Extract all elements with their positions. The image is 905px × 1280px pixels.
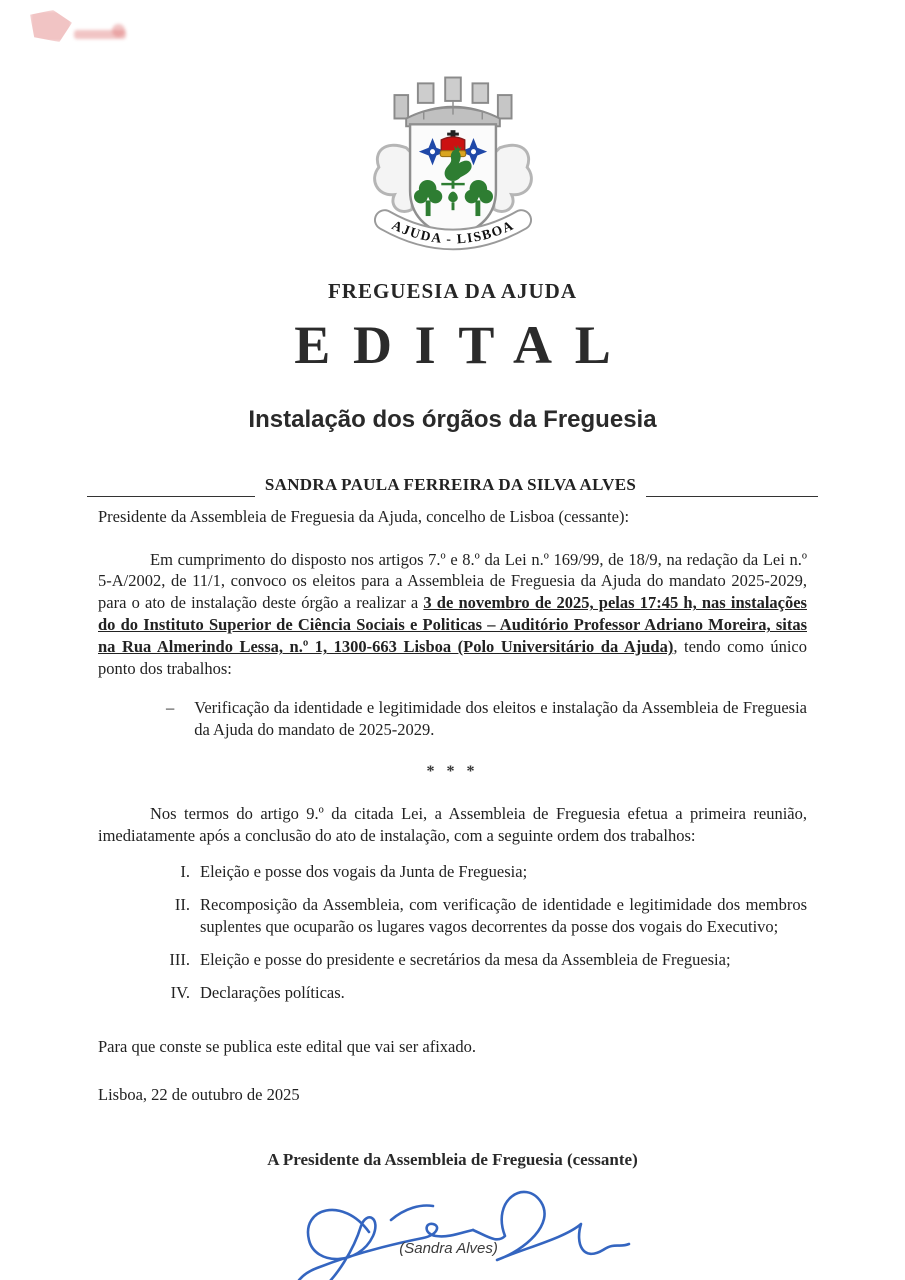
place-date-line: Lisboa, 22 de outubro de 2025 xyxy=(98,1084,300,1104)
blank-rule-right xyxy=(646,478,818,496)
agenda-item-text: Recomposição da Assembleia, com verificação de identidade e legitimidade dos membros suplentes que ocuparão os lugares vagos decorrentes da posse dos vogais do Executivo; xyxy=(200,895,807,937)
signatory-name: SANDRA PAULA FERREIRA DA SILVA ALVES xyxy=(264,475,637,494)
signatory-role: Presidente da Assembleia de Freguesia da Ajuda, concelho de Lisboa (cessante): xyxy=(98,506,630,526)
agenda-single-item-text: Verificação da identidade e legitimidade dos eleitos e instalação da Assembleia de Freguesia da Ajuda do mandato de 2025-2029. xyxy=(194,698,807,740)
agenda-item-text: Eleição e posse do presidente e secretários da mesa da Assembleia de Freguesia; xyxy=(200,950,731,969)
agenda-item-number: III. xyxy=(169,950,190,969)
paragraph-convocation-pre: Em cumprimento do disposto nos artigos 7.º e 8.º da Lei n.º 169/99, de 18/9, na redação da Lei n.º 5-A/2002, de 11/1, convoco os eleitos para a Assembleia de Freguesia da Ajuda do mandato 2025-2029, para o ato de instalação deste órgão a realizar a xyxy=(98,549,807,613)
agenda-list xyxy=(98,861,807,1004)
paragraph-first-meeting: Nos termos do artigo 9.º da citada Lei, a Assembleia de Freguesia efetua a primeira reunião, imediatamente após a conclusão do ato de instalação, com a seguinte ordem dos trabalhos: xyxy=(98,804,807,846)
agenda-item xyxy=(156,861,807,883)
section-separator: * * * xyxy=(426,763,479,781)
meeting-details-highlight: 3 de novembro de 2025, pelas 17:45 h, nas instalações do do Instituto Superior de Ciência Sociais e Politicas – Auditório Professor Adriano Moreira, sitas na Rua Almerindo Lessa, n.º 1, 1300-663 Lisboa (Polo Universitário da Ajuda) xyxy=(98,593,807,657)
agenda-item-text: Eleição e posse dos vogais da Junta de Freguesia; xyxy=(200,862,528,882)
document-title: EDITAL xyxy=(294,315,634,375)
coat-of-arms xyxy=(353,58,553,263)
agenda-item xyxy=(156,949,807,971)
coat-of-arms-icon xyxy=(353,58,553,258)
signature-caption: (Sandra Alves) xyxy=(399,1239,498,1257)
agenda-item-number: IV. xyxy=(170,982,190,1002)
document-subtitle: Instalação dos órgãos da Freguesia xyxy=(248,406,657,433)
stamp-artifact xyxy=(112,24,125,37)
paragraph-convocation xyxy=(98,549,807,681)
agenda-item-text: Declarações políticas. xyxy=(200,982,345,1002)
agenda-item-number: I. xyxy=(180,862,190,882)
signature-block xyxy=(273,1174,633,1280)
publication-statement: Para que conste se publica este edital que vai ser afixado. xyxy=(98,1036,476,1056)
signature-title: A Presidente da Assembleia de Freguesia (cessante) xyxy=(267,1149,638,1169)
agenda-item xyxy=(156,894,807,938)
signatory-name-line xyxy=(98,474,807,497)
agenda-single-item xyxy=(98,697,807,741)
paragraph-convocation-post: , tendo como único ponto dos trabalhos: xyxy=(98,637,807,679)
mural-crown-icon xyxy=(394,78,511,127)
org-title: FREGUESIA DA AJUDA xyxy=(327,279,578,303)
blank-rule-left xyxy=(87,478,255,496)
document-body xyxy=(98,474,807,1106)
agenda-item xyxy=(156,982,807,1004)
agenda-item-number: II. xyxy=(174,895,190,915)
crest-banner-text: AJUDA - LISBOA xyxy=(389,217,516,247)
handwritten-signature xyxy=(273,1174,633,1280)
dash-bullet: – xyxy=(166,698,175,718)
stamp-artifact xyxy=(30,10,72,42)
